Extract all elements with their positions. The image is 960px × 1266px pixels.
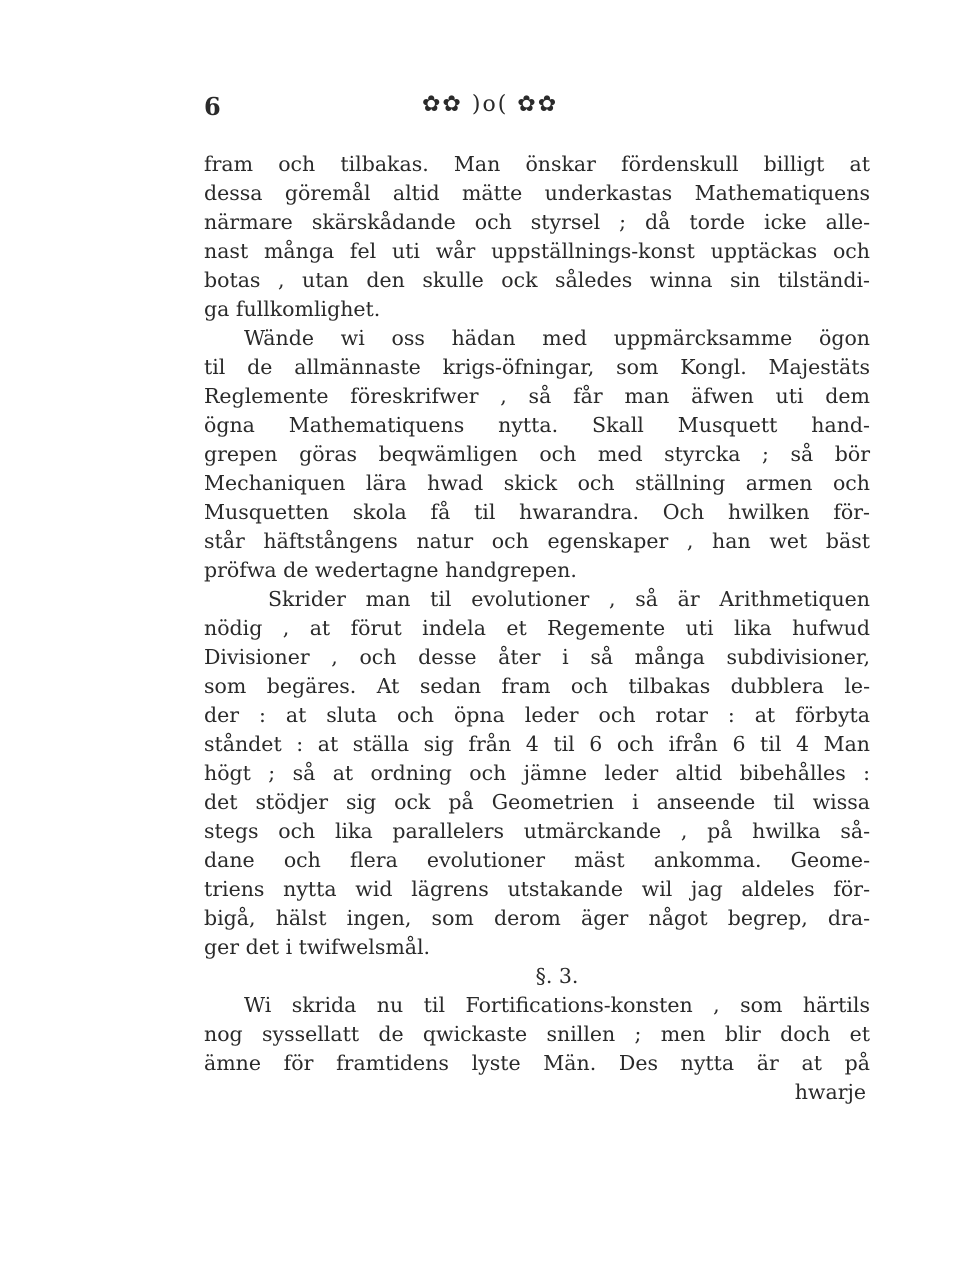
catchword: hwarje xyxy=(794,1080,866,1104)
text-line: ögna Mathematiquens nytta. Skall Musquett hand- xyxy=(204,413,870,437)
text-line: högt ; så at ordning och jämne leder altid bibehålles : xyxy=(204,761,870,785)
section-heading: §. 3. xyxy=(535,964,579,988)
paragraph-start-line: Skrider man til evolutioner , så är Arithmetiquen xyxy=(268,587,870,611)
text-line: Divisioner , och desse åter i så många subdivisioner, xyxy=(204,645,870,669)
text-line: ståndet : at ställa sig från 4 til 6 och ifrån 6 til 4 Man xyxy=(204,732,870,756)
text-line: botas , utan den skulle ock således winna sin tilständi- xyxy=(204,268,870,292)
text-line: står häftstångens natur och egenskaper , han wet bäst xyxy=(204,529,870,553)
text-line: ga fullkomlighet. xyxy=(204,297,381,321)
text-line: närmare skärskådande och styrsel ; då torde icke alle- xyxy=(204,210,870,234)
text-line: fram och tilbakas. Man önskar fördenskull billigt at xyxy=(204,152,870,176)
text-line: bigå, hälst ingen, som derom äger något begrep, dra- xyxy=(204,906,870,930)
text-line: triens nytta wid lägrens utstakande wil jag aldeles för- xyxy=(204,877,870,901)
text-line: Reglemente föreskrifwer , så får man äfwen uti dem xyxy=(204,384,870,408)
text-line: ämne för framtidens lyste Män. Des nytta är at på xyxy=(204,1051,870,1075)
text-line: grepen göras beqwämligen och med styrcka ; så bör xyxy=(204,442,870,466)
text-line: som begäres. At sedan fram och tilbakas dubblera le- xyxy=(204,674,870,698)
paragraph-start-line: Wände wi oss hädan med uppmärcksamme ögon xyxy=(244,326,870,350)
text-line: det stödjer sig ock på Geometrien i anseende til wissa xyxy=(204,790,870,814)
body-text xyxy=(204,150,870,1107)
text-line: der : at sluta och öpna leder och rotar : at förbyta xyxy=(204,703,870,727)
text-line: dessa göremål altid mätte underkastas Mathematiquens xyxy=(204,181,870,205)
paragraph-start-line: Wi skrida nu til Fortifications-konsten , som härtils xyxy=(244,993,870,1017)
text-line: pröfwa de wedertagne handgrepen. xyxy=(204,558,577,582)
text-line: nödig , at förut indela et Regemente uti lika hufwud xyxy=(204,616,870,640)
text-line: Mechaniquen lära hwad skick och ställning armen och xyxy=(204,471,870,495)
text-line: til de allmännaste krigs-öfningar, som Kongl. Majestäts xyxy=(204,355,870,379)
text-line: nast många fel uti wår uppställnings-konst upptäckas och xyxy=(204,239,870,263)
header-ornament: ✿✿ )o( ✿✿ xyxy=(422,92,559,117)
text-line: stegs och lika parallelers utmärckande , på hwilka så- xyxy=(204,819,870,843)
page-number: 6 xyxy=(204,92,221,121)
text-line: ger det i twifwelsmål. xyxy=(204,935,431,959)
page-header xyxy=(204,92,864,132)
text-line: dane och flera evolutioner mäst ankomma. Geome- xyxy=(204,848,870,872)
text-line: Musquetten skola få til hwarandra. Och hwilken för- xyxy=(204,500,870,524)
text-line: nog syssellatt de qwickaste snillen ; men blir doch et xyxy=(204,1022,870,1046)
